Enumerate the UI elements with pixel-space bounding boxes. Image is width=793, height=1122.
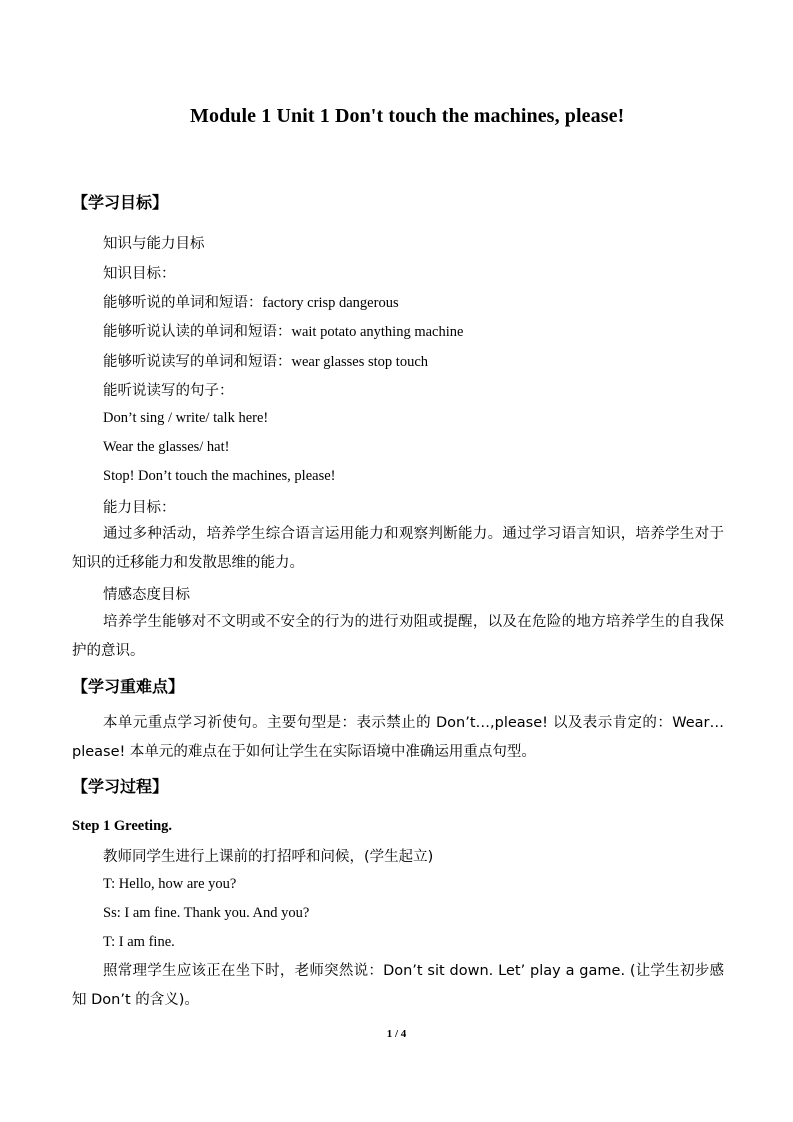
text-line: 知识与能力目标 — [103, 236, 205, 252]
document-title: Module 1 Unit 1 Don't touch the machines, please! — [190, 105, 625, 127]
text-line: 能力目标： — [103, 500, 176, 516]
text-line: 教师同学生进行上课前的打招呼和问候，(学生起立) — [103, 849, 434, 865]
text-line: 情感态度目标 — [103, 587, 190, 603]
paragraph: 照常理学生应该正在坐下时，老师突然说：Don’t sit down. Let’ play a game. (让学生初步感知 Don’t 的含义)。 — [72, 963, 724, 1008]
text-line: 知识目标： — [103, 266, 176, 282]
dialogue-line: T: Hello, how are you? — [103, 876, 237, 892]
text-line — [103, 291, 399, 312]
paragraph: 通过多种活动，培养学生综合语言运用能力和观察判断能力。通过学习语言知识，培养学生对于知识的迁移能力和发散思维的能力。 — [72, 526, 724, 571]
section-heading-process: 【学习过程】 — [72, 777, 169, 796]
dialogue-line: Ss: I am fine. Thank you. And you? — [103, 905, 310, 921]
vocab-label: 能够听说读写的单词和短语： — [103, 354, 292, 370]
section-heading-key-points: 【学习重难点】 — [72, 677, 185, 696]
vocab-list: wait potato anything machine — [291, 324, 464, 340]
example-sentence: Stop! Don’t touch the machines, please! — [103, 468, 336, 484]
example-sentence: Wear the glasses/ hat! — [103, 439, 230, 455]
paragraph: 本单元重点学习祈使句。主要句型是：表示禁止的 Don’t…,please! 以及表示肯定的：Wear…please! 本单元的难点在于如何让学生在实际语境中准确运用重点句型。 — [72, 715, 724, 760]
vocab-list: factory crisp dangerous — [262, 295, 399, 311]
text-line — [103, 320, 463, 341]
page-number: 1 / 4 — [386, 1028, 407, 1040]
step-heading: Step 1 Greeting. — [72, 818, 173, 834]
text-line: 能听说读写的句子： — [103, 383, 234, 399]
paragraph: 培养学生能够对不文明或不安全的行为的进行劝阻或提醒，以及在危险的地方培养学生的自我保护的意识。 — [72, 614, 724, 659]
text-line — [103, 350, 428, 371]
vocab-label: 能够听说认读的单词和短语： — [103, 324, 292, 340]
example-sentence: Don’t sing / write/ talk here! — [103, 410, 269, 426]
section-heading-objectives: 【学习目标】 — [72, 193, 169, 212]
dialogue-line: T: I am fine. — [103, 934, 175, 950]
vocab-label: 能够听说的单词和短语： — [103, 295, 263, 311]
vocab-list: wear glasses stop touch — [291, 354, 429, 370]
